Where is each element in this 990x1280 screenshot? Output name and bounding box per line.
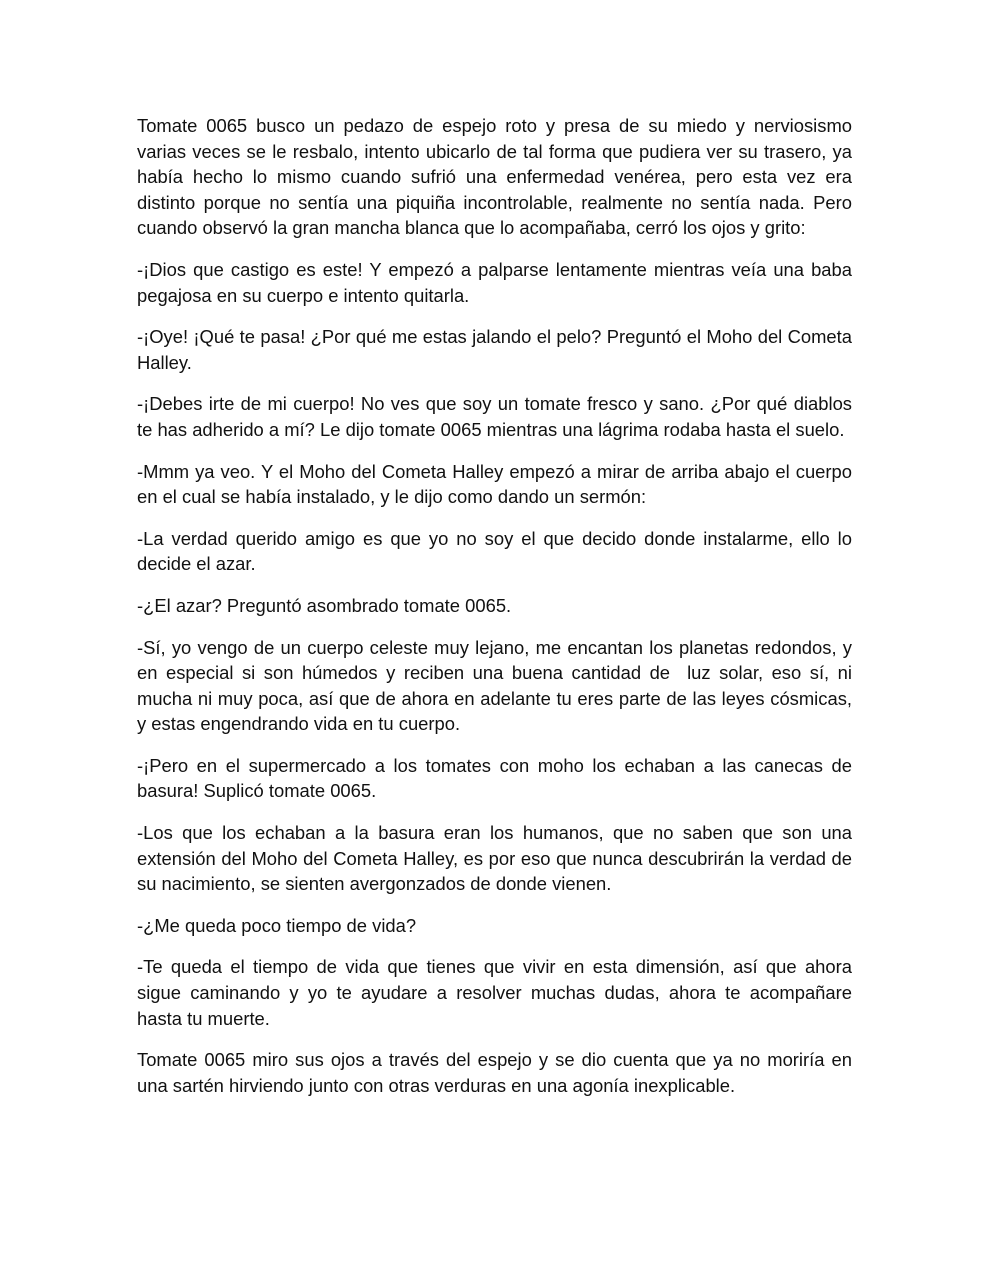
paragraph-8: -Sí, yo vengo de un cuerpo celeste muy lejano, me encantan los planetas redondos, y en especial si son húmedos y reciben una buena cantidad de luz solar, eso sí, ni mucha ni muy poca, así que de ahora en adelante tu eres parte de las leyes cósmicas, y estas engendrando vida en tu cuerpo. <box>137 636 858 735</box>
paragraph-1: Tomate 0065 busco un pedazo de espejo roto y presa de su miedo y nerviosismo varias veces se le resbalo, intento ubicarlo de tal forma que pudiera ver su trasero, ya había hecho lo mismo cuando sufrió una enfermedad venérea, pero esta vez era distinto porque no sentía una piquiña incontrolable, realmente no sentía nada. Pero cuando observó la gran mancha blanca que lo acompañaba, cerró los ojos y grito: <box>137 115 858 239</box>
paragraph-13: Tomate 0065 miro sus ojos a través del espejo y se dio cuenta que ya no moriría en una sartén hirviendo junto con otras verduras en una agonía inexplicable. <box>137 1049 858 1096</box>
paragraph-7: -¿El azar? Preguntó asombrado tomate 0065. <box>137 594 512 616</box>
paragraph-11: -¿Me queda poco tiempo de vida? <box>137 914 417 936</box>
paragraph-12: -Te queda el tiempo de vida que tienes que vivir en esta dimensión, así que ahora sigue caminando y yo te ayudare a resolver muchas dudas, ahora te acompañare hasta tu muerte. <box>137 956 858 1029</box>
paragraph-6: -La verdad querido amigo es que yo no soy el que decido donde instalarme, ello lo decide el azar. <box>137 527 858 575</box>
paragraph-3: -¡Oye! ¡Qué te pasa! ¿Por qué me estas jalando el pelo? Preguntó el Moho del Cometa Halley. <box>137 326 858 373</box>
document-body <box>137 113 858 1114</box>
paragraph-4: -¡Debes irte de mi cuerpo! No ves que soy un tomate fresco y sano. ¿Por qué diablos te has adherido a mí? Le dijo tomate 0065 mientras una lágrima rodaba hasta el suelo. <box>137 393 858 440</box>
paragraph-5: -Mmm ya veo. Y el Moho del Cometa Halley empezó a mirar de arriba abajo el cuerpo en el cual se había instalado, y le dijo como dando un sermón: <box>137 460 858 508</box>
paragraph-10: -Los que los echaban a la basura eran los humanos, que no saben que son una extensión del Moho del Cometa Halley, es por eso que nunca descubrirán la verdad de su nacimiento, se sienten avergonzados de donde vienen. <box>137 822 858 895</box>
paragraph-2: -¡Dios que castigo es este! Y empezó a palparse lentamente mientras veía una baba pegajosa en su cuerpo e intento quitarla. <box>137 258 858 306</box>
paragraph-9: -¡Pero en el supermercado a los tomates con moho los echaban a las canecas de basura! Suplicó tomate 0065. <box>137 754 858 802</box>
